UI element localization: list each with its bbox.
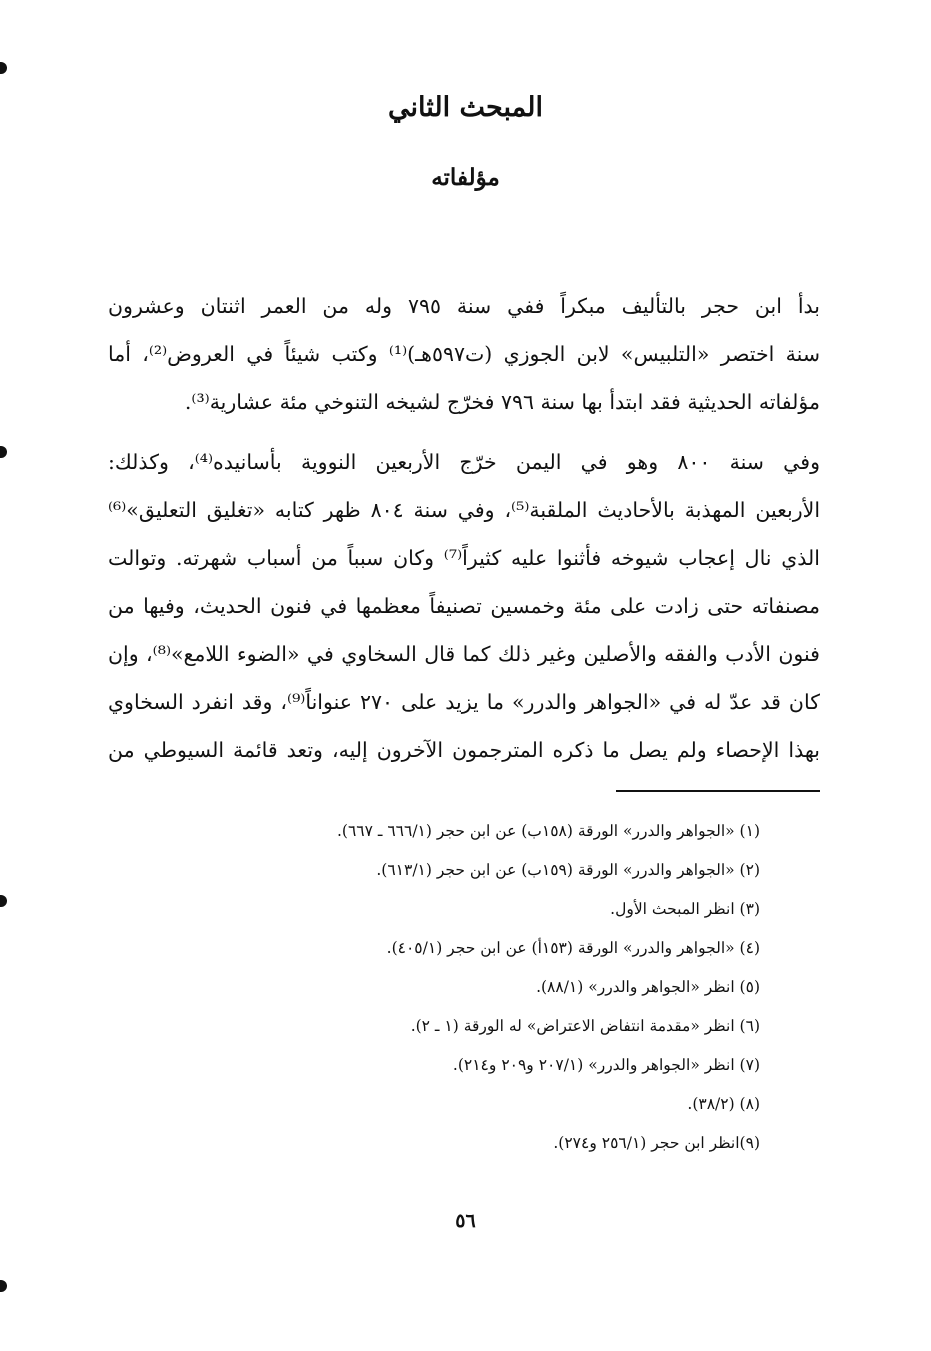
footnote: (١) «الجواهر والدرر» الورقة (١٥٨ب) عن ابن حجر (٦٦٦/١ ـ ٦٦٧). [336, 822, 760, 840]
footnote: (٥) انظر «الجواهر والدرر» (٨٨/١). [536, 978, 760, 996]
text-line: وفي سنة ٨٠٠ وهو في اليمن خرّج الأربعين النووية بأسانيده⁽⁴⁾، وكذلك: [108, 450, 820, 474]
footnote-divider [616, 790, 820, 792]
footnote: (٣) انظر المبحث الأول. [610, 900, 760, 918]
text-line: كان قد عدّ له في «الجواهر والدرر» ما يزيد على ٢٧٠ عنواناً⁽⁹⁾، وقد انفرد السخاوي [108, 690, 820, 714]
text-line: مؤلفاته الحديثية فقد ابتدأ بها سنة ٧٩٦ فخرّج لشيخه التنوخي مئة عشارية⁽³⁾. [184, 390, 820, 414]
paragraph [108, 282, 820, 426]
chapter-subtitle: مؤلفاته [431, 164, 500, 191]
margin-mark [0, 1280, 7, 1292]
text-line: فنون الأدب والفقه والأصلين وغير ذلك كما قال السخاوي في «الضوء اللامع»⁽⁸⁾، وإن [108, 642, 820, 666]
paragraph [108, 438, 820, 774]
margin-mark [0, 895, 7, 907]
footnote: (٢) «الجواهر والدرر» الورقة (١٥٩ب) عن ابن حجر (٦١٣/١). [376, 861, 760, 879]
text-line: بدأ ابن حجر بالتأليف مبكراً ففي سنة ٧٩٥ وله من العمر اثنتان وعشرون [108, 294, 820, 318]
text-line: الذي نال إعجاب شيوخه فأثنوا عليه كثيراً⁽⁷⁾ وكان سبباً من أسباب شهرته. وتوالت [108, 546, 820, 570]
footnote: (٩)انظر ابن حجر (٢٥٦/١ و٢٧٤). [553, 1134, 760, 1152]
page-number: ٥٦ [455, 1210, 476, 1232]
footnote: (٦) انظر «مقدمة انتفاض الاعتراض» له الورقة (١ ـ ٢). [410, 1017, 760, 1035]
text-line: بهذا الإحصاء ولم يصل ما ذكره المترجمون الآخرون إليه، وتعد قائمة السيوطي من [108, 738, 820, 762]
footnotes [150, 812, 760, 1163]
footnote: (٤) «الجواهر والدرر» الورقة (١٥٣أ) عن ابن حجر (٤٠٥/١). [386, 939, 760, 957]
footnote: (٧) انظر «الجواهر والدرر» (٢٠٧/١ و٢٠٩ و٢١٤). [452, 1056, 760, 1074]
text-line: مصنفاته حتى زادت على مئة وخمسين تصنيفاً معظمها في فنون الحديث، وفيها من [108, 594, 820, 618]
footnote: (٨) (٣٨/٢). [687, 1095, 760, 1113]
margin-mark [0, 446, 7, 458]
margin-mark [0, 62, 7, 74]
chapter-title: المبحث الثاني [388, 92, 543, 123]
text-line: الأربعين المهذبة بالأحاديث الملقبة⁽⁵⁾، وفي سنة ٨٠٤ ظهر كتابه «تغليق التعليق»⁽⁶⁾ [108, 498, 820, 522]
text-line: سنة اختصر «التلبيس» لابن الجوزي (ت٥٩٧هـ)⁽¹⁾ وكتب شيئاً في العروض⁽²⁾، أما [108, 342, 820, 366]
